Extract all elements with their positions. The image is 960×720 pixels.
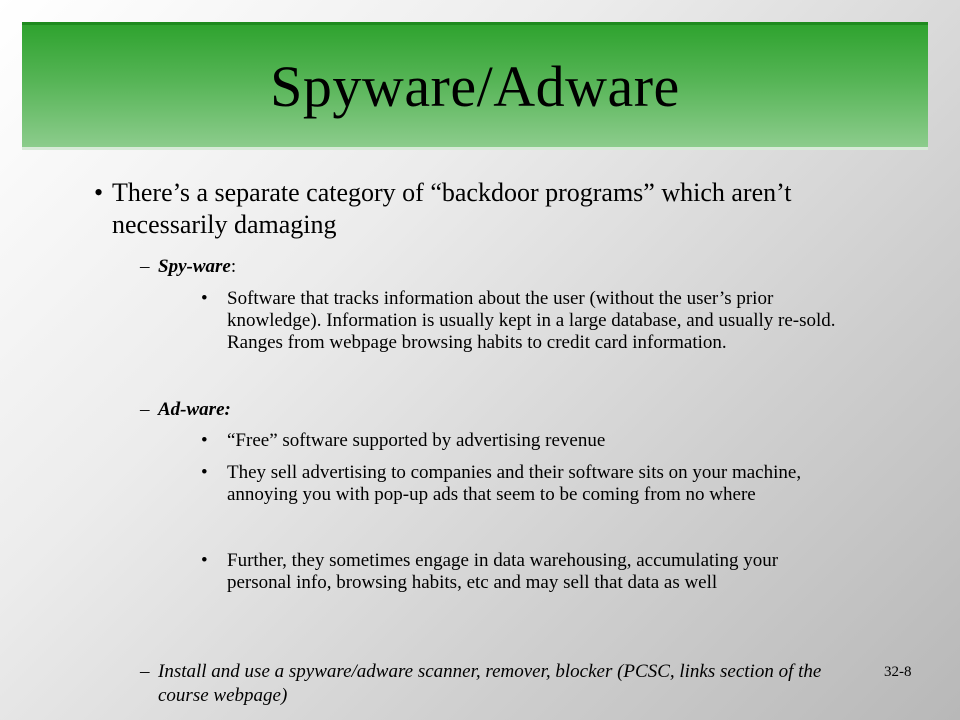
slide-number: 32-8 [884,664,912,680]
main-bullet [94,177,852,241]
adware-point-text: Further, they sometimes engage in data warehousing, accumulating your personal info, browsing habits, etc and may sell that data as well [227,550,779,593]
adware-point-text: They sell advertising to companies and their software sits on your machine, annoying you with pop-up ads that seem to be coming from no where [227,462,802,505]
bullet-icon: • [201,462,208,483]
spyware-colon: : [230,256,237,277]
install-bullet [140,660,848,708]
slide-title: Spyware/Adware [270,53,680,119]
bullet-icon: • [201,288,208,309]
adware-label: Ad-ware: [158,399,231,420]
adware-point [201,462,847,506]
spyware-heading [140,255,858,279]
dash-icon: – [140,256,150,277]
adware-point [201,550,847,594]
spyware-label: Spy-ware [158,256,231,277]
adware-heading [140,398,858,422]
adware-point [201,430,847,452]
adware-point-text: “Free” software supported by advertising revenue [227,430,606,451]
bullet-icon: • [201,430,208,451]
bullet-icon: • [201,550,208,571]
install-text: Install and use a spyware/adware scanner, remover, blocker (PCSC, links section of the course webpage) [158,661,822,706]
spyware-point-text: Software that tracks information about the user (without the user’s prior knowledge). Information is usually kept in a large database, and usually re-sold. Ranges from webpage browsing habits to credit card information. [227,288,836,353]
main-bullet-text: There’s a separate category of “backdoor programs” which aren’t necessarily damaging [112,178,792,239]
dash-icon: – [140,661,150,682]
bullet-icon: • [94,178,104,207]
dash-icon: – [140,399,150,420]
spyware-point [201,288,847,354]
